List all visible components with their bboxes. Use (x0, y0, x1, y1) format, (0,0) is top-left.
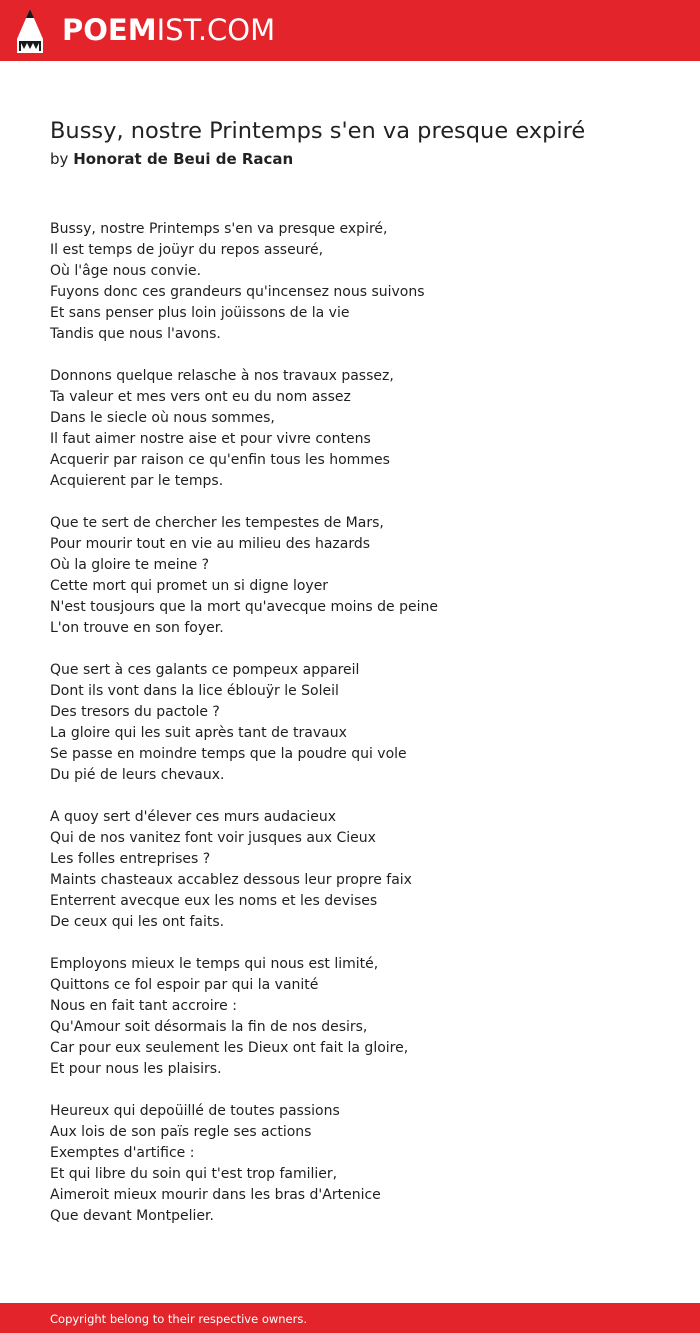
poem-line: Acquerir par raison ce qu'enfin tous les hommes (50, 452, 390, 468)
poem-body (50, 219, 670, 1248)
poem-stanza (50, 219, 670, 345)
poem-line: Et pour nous les plaisirs. (50, 1061, 222, 1077)
copyright-text: Copyright belong to their respective owners. (50, 1312, 308, 1326)
poem-stanza (50, 366, 670, 492)
poem-line: Car pour eux seulement les Dieux ont fait la gloire, (50, 1040, 409, 1056)
poem-stanza (50, 1101, 670, 1227)
poem-line: Tandis que nous l'avons. (50, 326, 221, 342)
poem-line: Que te sert de chercher les tempestes de Mars, (50, 515, 384, 531)
poem-line: Donnons quelque relasche à nos travaux passez, (50, 368, 394, 384)
poem-line: N'est tousjours que la mort qu'avecque moins de peine (50, 599, 439, 615)
poem-line: Et sans penser plus loin joüissons de la vie (50, 305, 350, 321)
site-logo[interactable] (62, 10, 275, 50)
poem-line: Que devant Montpelier. (50, 1208, 214, 1224)
poem-line: Où la gloire te meine ? (50, 557, 210, 573)
logo-light-text: IST.COM (156, 13, 276, 47)
poem-line: Cette mort qui promet un si digne loyer (50, 578, 329, 594)
poem-line: Acquierent par le temps. (50, 473, 224, 489)
poem-stanza (50, 954, 670, 1080)
poem-line: Il faut aimer nostre aise et pour vivre contens (50, 431, 371, 447)
poem-line: Dont ils vont dans la lice éblouÿr le Soleil (50, 683, 339, 699)
poem-stanza (50, 513, 670, 639)
poem-author[interactable]: Honorat de Beui de Racan (73, 150, 294, 168)
poem-line: A quoy sert d'élever ces murs audacieux (50, 809, 336, 825)
logo-bold-text: POEM (62, 13, 157, 47)
poem-line: Que sert à ces galants ce pompeux appareil (50, 662, 360, 678)
poem-line: Aimeroit mieux mourir dans les bras d'Artenice (50, 1187, 381, 1203)
pencil-icon[interactable] (17, 9, 43, 53)
poem-title: Bussy, nostre Printemps s'en va presque expiré (50, 118, 586, 144)
poem-line: Pour mourir tout en vie au milieu des hazards (50, 536, 371, 552)
poem-line: Qu'Amour soit désormais la fin de nos desirs, (50, 1019, 368, 1035)
site-footer (0, 1303, 700, 1333)
poem-line: Les folles entreprises ? (50, 851, 211, 867)
poem-line: Qui de nos vanitez font voir jusques aux Cieux (50, 830, 376, 846)
poem-line: Exemptes d'artifice : (50, 1145, 195, 1161)
poem-line: L'on trouve en son foyer. (50, 620, 224, 636)
poem-line: Où l'âge nous convie. (50, 263, 202, 279)
poem-line: Employons mieux le temps qui nous est limité, (50, 956, 379, 972)
poem-byline (50, 148, 293, 170)
poem-line: Dans le siecle où nous sommes, (50, 410, 275, 426)
poem-line: La gloire qui les suit après tant de travaux (50, 725, 347, 741)
poem-line: Enterrent avecque eux les noms et les devises (50, 893, 378, 909)
site-header (0, 0, 700, 61)
poem-line: Il est temps de joüyr du repos asseuré, (50, 242, 324, 258)
poem-line: Nous en fait tant accroire : (50, 998, 237, 1014)
poem-line: Maints chasteaux accablez dessous leur propre faix (50, 872, 412, 888)
poem-line: Se passe en moindre temps que la poudre qui vole (50, 746, 407, 762)
poem-line: Du pié de leurs chevaux. (50, 767, 225, 783)
poem-line: Quittons ce fol espoir par qui la vanité (50, 977, 319, 993)
poem-line: Et qui libre du soin qui t'est trop familier, (50, 1166, 338, 1182)
poem-line: Ta valeur et mes vers ont eu du nom assez (50, 389, 351, 405)
poem-line: Fuyons donc ces grandeurs qu'incensez nous suivons (50, 284, 425, 300)
poem-line: Heureux qui depoüillé de toutes passions (50, 1103, 340, 1119)
poem-stanza (50, 660, 670, 786)
poem-line: Bussy, nostre Printemps s'en va presque expiré, (50, 221, 388, 237)
poem-line: Des tresors du pactole ? (50, 704, 220, 720)
poem-stanza (50, 807, 670, 933)
by-label: by (50, 150, 69, 168)
poem-line: Aux lois de son païs regle ses actions (50, 1124, 312, 1140)
poem-line: De ceux qui les ont faits. (50, 914, 225, 930)
